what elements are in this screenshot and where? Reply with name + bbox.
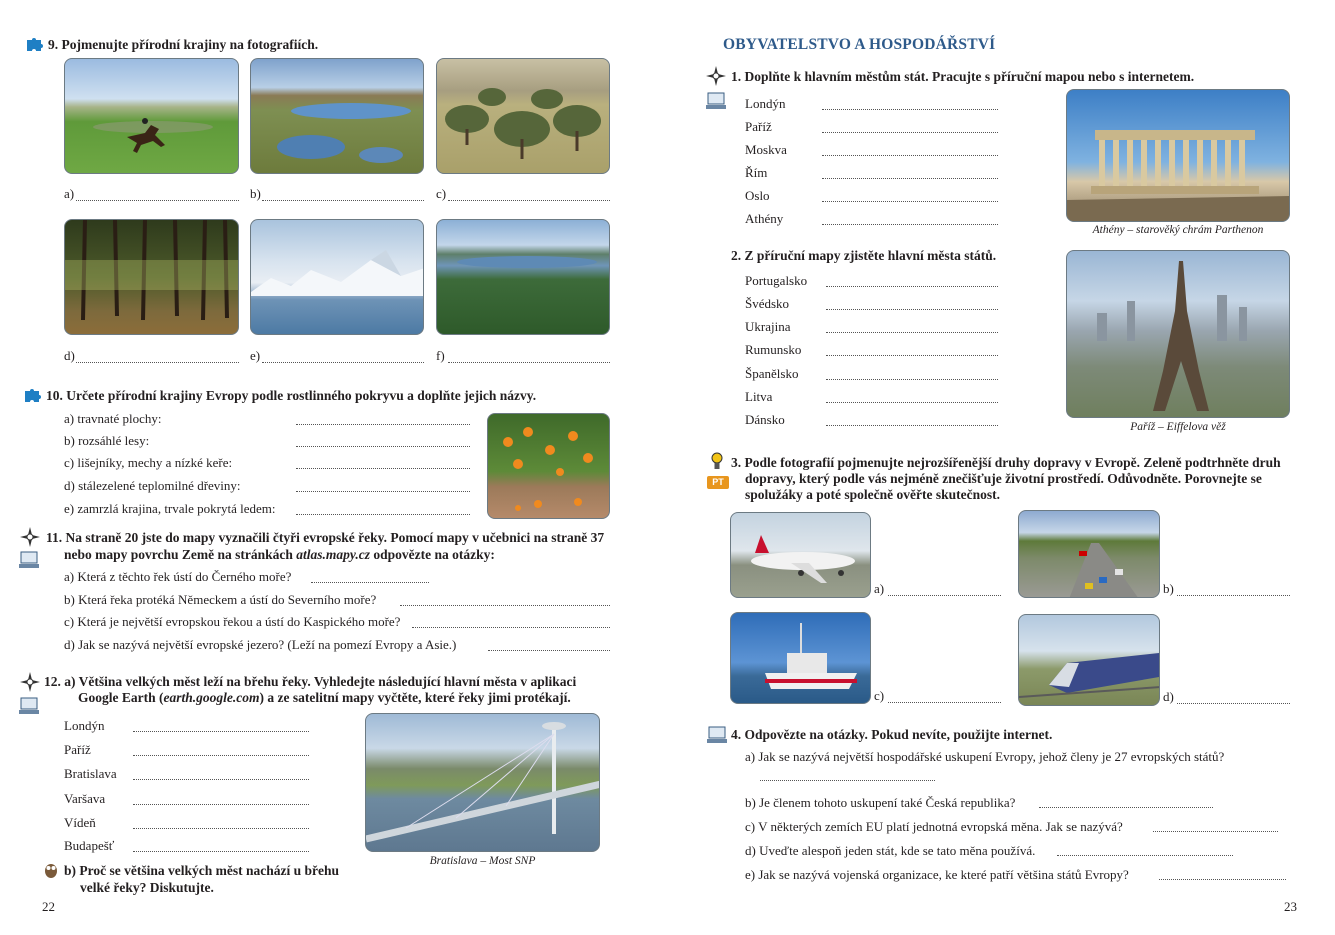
answer-label-c: c) (874, 688, 885, 703)
city-label: Londýn (64, 718, 105, 733)
state-label: Rumunsko (745, 342, 802, 357)
state-label: Dánsko (745, 412, 785, 427)
answer-line-9c[interactable] (448, 200, 610, 201)
compass-icon (20, 527, 40, 547)
vegetation-item: a) travnaté plochy: (64, 411, 162, 426)
answer-line-9e[interactable] (262, 362, 424, 363)
answer-line-r3a[interactable] (888, 595, 1001, 596)
puzzle-icon (24, 388, 42, 403)
answer-line-12-budapest[interactable] (133, 851, 309, 852)
eu-question: c) V některých zemích EU platí jednotná evropská měna. Jak se nazývá? (745, 819, 1123, 834)
question-12-line1: 12. a) Většina velkých měst leží na břehu řeky. Vyhledejte následující hlavní města v aplikaci (44, 674, 577, 689)
answer-line-r4a[interactable] (760, 780, 935, 781)
olive-grove-photo (436, 58, 610, 174)
page-number-right: 23 (1284, 899, 1297, 914)
answer-line-12-warsaw[interactable] (133, 804, 309, 805)
state-label: Ukrajina (745, 319, 791, 334)
answer-label-e: e) (250, 348, 261, 363)
vegetation-item: b) rozsáhlé lesy: (64, 433, 150, 448)
city-label: Paříž (745, 119, 772, 134)
eu-question: e) Jak se nazývá vojenská organizace, ke které patří většina států Evropy? (745, 867, 1129, 882)
answer-line-11d[interactable] (488, 650, 610, 651)
answer-line-9f[interactable] (448, 362, 610, 363)
answer-label-a: a) (64, 186, 75, 201)
question-12b-line2: velké řeky? Diskutujte. (80, 880, 214, 895)
answer-label-b: b) (250, 186, 261, 201)
page-number-left: 22 (42, 899, 55, 914)
answer-line-r2-lithuania[interactable] (826, 402, 998, 403)
steppe-photo (64, 58, 239, 174)
city-label: Londýn (745, 96, 786, 111)
river-question: c) Která je největší evropskou řekou a ústí do Kaspického moře? (64, 614, 401, 629)
city-label: Bratislava (64, 766, 117, 781)
taiga-photo (436, 219, 610, 335)
answer-line-12-paris[interactable] (133, 755, 309, 756)
compass-icon (20, 672, 40, 692)
parthenon-photo (1066, 89, 1290, 222)
highway-photo (1018, 510, 1160, 598)
question-10-title: 10. Určete přírodní krajiny Evropy podle rostlinného pokryvu a doplňte jejich názvy. (46, 388, 537, 403)
answer-line-r2-sweden[interactable] (826, 309, 998, 310)
answer-label-b: b) (1163, 581, 1174, 596)
state-label: Portugalsko (745, 273, 808, 288)
orange-tree-photo (487, 413, 610, 519)
answer-line-r2-ukraine[interactable] (826, 332, 998, 333)
computer-icon (706, 92, 726, 110)
answer-line-9d[interactable] (76, 362, 239, 363)
lightbulb-icon (711, 452, 723, 470)
answer-line-r4e[interactable] (1159, 879, 1286, 880)
answer-line-r3d[interactable] (1177, 703, 1290, 704)
city-label: Paříž (64, 742, 91, 757)
question-12-line2: Google Earth (earth.google.com) a ze satelitní mapy vyčtěte, které řeky jimi protékají. (78, 690, 571, 705)
answer-line-9a[interactable] (76, 200, 239, 201)
ship-photo (730, 612, 871, 704)
question-12b-line1: b) Proč se většina velkých měst nachází u břehu (64, 863, 339, 878)
answer-line-r2-romania[interactable] (826, 355, 998, 356)
state-label: Španělsko (745, 366, 799, 381)
city-label: Vídeň (64, 815, 96, 830)
answer-line-r2-spain[interactable] (826, 379, 998, 380)
answer-line-10d[interactable] (296, 491, 470, 492)
vegetation-item: e) zamrzlá krajina, trvale pokrytá ledem: (64, 501, 276, 516)
answer-line-r1-moscow[interactable] (822, 155, 998, 156)
answer-line-r2-denmark[interactable] (826, 425, 998, 426)
bratislava-caption: Bratislava – Most SNP (429, 855, 536, 867)
vegetation-item: d) stálezelené teplomilné dřeviny: (64, 478, 241, 493)
question-1-title: 1. Doplňte k hlavním městům stát. Pracujte s příruční mapou nebo s internetem. (731, 69, 1195, 84)
answer-line-r2-portugal[interactable] (826, 286, 998, 287)
answer-line-r1-london[interactable] (822, 109, 998, 110)
answer-line-r1-athens[interactable] (822, 224, 998, 225)
parthenon-caption: Athény – starověký chrám Parthenon (1092, 224, 1264, 236)
glacier-photo (250, 219, 424, 335)
answer-line-10a[interactable] (296, 424, 470, 425)
city-label: Oslo (745, 188, 770, 203)
computer-icon (707, 726, 727, 744)
answer-line-r3b[interactable] (1177, 595, 1290, 596)
pt-badge: PT (707, 476, 729, 489)
puzzle-icon (26, 37, 44, 52)
city-label: Moskva (745, 142, 787, 157)
answer-line-r1-oslo[interactable] (822, 201, 998, 202)
vegetation-item: c) lišejníky, mechy a nízké keře: (64, 455, 233, 470)
forest-photo (64, 219, 239, 335)
answer-line-12-london[interactable] (133, 731, 309, 732)
question-3-line3: spolužáky a poté společně ověřte skutečnost. (745, 487, 1000, 502)
computer-icon (19, 551, 39, 569)
question-11-line1: 11. Na straně 20 jste do mapy vyznačili čtyři evropské řeky. Pomocí mapy v učebnici na straně 37 (46, 530, 605, 545)
city-label: Varšava (64, 791, 106, 806)
city-label: Athény (745, 211, 784, 226)
river-question: a) Která z těchto řek ústí do Černého moře? (64, 569, 292, 584)
question-4-title: 4. Odpovězte na otázky. Pokud nevíte, použijte internet. (731, 727, 1053, 742)
answer-label-f: f) (436, 348, 445, 363)
answer-line-r1-rome[interactable] (822, 178, 998, 179)
owl-icon (44, 861, 58, 878)
answer-label-d: d) (1163, 689, 1174, 704)
eiffel-tower-photo (1066, 250, 1290, 418)
bratislava-bridge-photo (365, 713, 600, 852)
answer-line-r4d[interactable] (1057, 855, 1233, 856)
answer-line-9b[interactable] (262, 200, 424, 201)
answer-label-a: a) (874, 581, 885, 596)
answer-line-12-vienna[interactable] (133, 828, 309, 829)
city-label: Řím (745, 165, 768, 180)
eu-question: a) Jak se nazývá největší hospodářské uskupení Evropy, jehož členy je 27 evropských států? (745, 749, 1225, 764)
question-2-title: 2. Z příruční mapy zjistěte hlavní města států. (731, 248, 997, 263)
answer-label-d: d) (64, 348, 75, 363)
answer-line-r4b[interactable] (1039, 807, 1213, 808)
question-11-line2: nebo mapy povrchu Země na stránkách atlas.mapy.cz odpovězte na otázky: (64, 547, 495, 562)
river-question: d) Jak se nazývá největší evropské jezero? (Leží na pomezí Evropy a Asie.) (64, 637, 457, 652)
computer-icon (19, 697, 39, 715)
question-3-line1: 3. Podle fotografií pojmenujte nejrozšířenější druhy dopravy v Evropě. Zeleně podtrhněte druh (731, 455, 1281, 470)
answer-line-11c[interactable] (412, 627, 610, 628)
compass-icon (706, 66, 726, 86)
airplane-photo (730, 512, 871, 598)
answer-line-r1-paris[interactable] (822, 132, 998, 133)
wetland-photo (250, 58, 424, 174)
state-label: Švédsko (745, 296, 790, 311)
city-label: Budapešť (64, 838, 115, 853)
answer-label-c: c) (436, 186, 447, 201)
answer-line-r3c[interactable] (888, 702, 1001, 703)
answer-line-10e[interactable] (296, 514, 470, 515)
river-question: b) Která řeka protéká Německem a ústí do Severního moře? (64, 592, 377, 607)
answer-line-11b[interactable] (400, 605, 610, 606)
question-9-title: 9. Pojmenujte přírodní krajiny na fotografiích. (48, 37, 319, 52)
answer-line-10c[interactable] (296, 468, 470, 469)
answer-line-r4c[interactable] (1153, 831, 1278, 832)
eiffel-caption: Paříž – Eiffelova věž (1130, 421, 1226, 433)
answer-line-11a[interactable] (311, 582, 429, 583)
eu-question: d) Uveďte alespoň jeden stát, kde se tato měna používá. (745, 843, 1036, 858)
eu-question: b) Je členem tohoto uskupení také Česká republika? (745, 795, 1016, 810)
answer-line-10b[interactable] (296, 446, 470, 447)
state-label: Litva (745, 389, 773, 404)
section-title: OBYVATELSTVO A HOSPODÁŘSTVÍ (723, 36, 996, 53)
train-photo (1018, 614, 1160, 706)
question-3-line2: dopravy, který podle vás nejméně znečišťuje životní prostředí. Odůvodněte. Porovnejte se (745, 471, 1262, 486)
answer-line-12-bratislava[interactable] (133, 779, 309, 780)
